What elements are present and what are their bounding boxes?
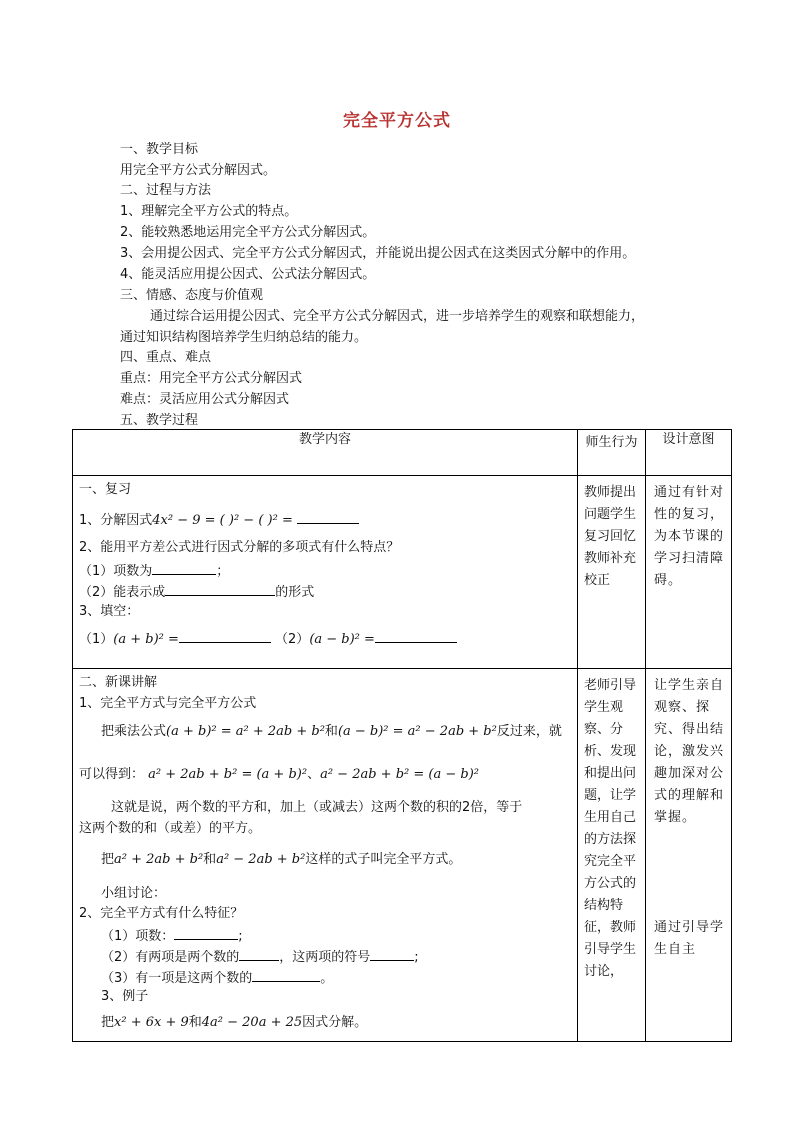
review-teacher-cell: 教师提出问题学生复习回忆教师补充校正 [578, 476, 646, 669]
review-q2-1-label: （1）项数为 [79, 564, 153, 579]
process-item-1: 1、理解完全平方公式的特点。 [120, 204, 298, 219]
lesson-def-and: 和 [203, 852, 217, 867]
answer-blank[interactable] [375, 628, 457, 643]
review-q1-label: 1、分解因式 [79, 513, 153, 528]
lesson-q2-1-end: ; [238, 929, 243, 944]
lesson-f2-text: 可以得到： [79, 767, 145, 782]
process-item-4: 4、能灵活应用提公因式、公式法分解因式。 [120, 267, 376, 282]
table-row-new-lesson [73, 669, 732, 1042]
lesson-f2-sep: 、 [307, 767, 321, 782]
lesson-ex-end: 因式分解。 [302, 1015, 368, 1030]
answer-blank[interactable] [174, 925, 238, 940]
lesson-q2-2-mid: ，这两项的符号 [279, 950, 371, 965]
keypoint-focus: 重点：用完全平方公式分解因式 [120, 371, 303, 386]
lesson-def-text: 把 [101, 852, 115, 867]
answer-blank[interactable] [165, 581, 275, 596]
table-row-review [73, 476, 732, 669]
lesson-q2-3-label: （3）有一项是这两个数的 [101, 971, 253, 986]
review-heading: 一、复习 [79, 482, 132, 497]
review-q2-2-label: （2）能表示成 [79, 585, 166, 600]
review-q2-2 [79, 581, 314, 603]
answer-blank[interactable] [179, 628, 271, 643]
section-heading-process: 二、过程与方法 [120, 183, 212, 198]
lesson-f1-text: 把乘法公式 [101, 724, 167, 739]
review-q3-1-formula: (a + b)² = [113, 632, 179, 647]
review-q3: 3、填空： [79, 604, 140, 619]
lesson-heading: 二、新课讲解 [79, 675, 158, 690]
review-q2-2-end: 的形式 [275, 585, 315, 600]
lesson-definition [101, 850, 461, 870]
review-q1-formula: 4x² − 9 = ( )² − ( )² = [152, 513, 293, 528]
lesson-f2-formula-b: a² − 2ab + b² = (a − b)² [320, 767, 479, 782]
lesson-table [72, 429, 732, 1042]
keypoint-difficulty: 难点：灵活应用公式分解因式 [120, 392, 290, 407]
process-item-2: 2、能较熟悉地运用完全平方公式分解因式。 [120, 225, 376, 240]
lesson-formula-line-2 [79, 765, 479, 785]
lesson-content-cell [73, 669, 578, 1042]
answer-blank[interactable] [297, 509, 359, 524]
review-q2-1 [79, 560, 229, 582]
lesson-design-text: 让学生亲自观察、探究、得出结论，激发兴趣加深对公式的理解和掌握。 [654, 678, 725, 825]
lesson-teacher-cell: 老师引导学生观察、分析、发现和提出问题，让学生用自己的方法探究完全平方公式的结构特征，教师引导学生讨论， [578, 669, 646, 1042]
answer-blank[interactable] [239, 946, 279, 961]
lesson-q2-3 [101, 967, 333, 989]
header-content: 教学内容 [73, 430, 578, 476]
section-heading-keypoints: 四、重点、难点 [120, 350, 212, 365]
lesson-q2-2-label: （2）有两项是两个数的 [101, 950, 240, 965]
review-q3-2-formula: (a − b)² = [309, 632, 375, 647]
answer-blank[interactable] [370, 946, 414, 961]
lesson-def-formula-a: a² + 2ab + b² [114, 852, 204, 867]
lesson-q2-2-end: ; [414, 950, 419, 965]
lesson-def-end: 这样的式子叫完全平方式。 [305, 852, 462, 867]
answer-blank[interactable] [252, 967, 320, 982]
review-q3-1-label: （1） [79, 632, 114, 647]
objective-text: 用完全平方公式分解因式。 [120, 163, 277, 178]
lesson-design-cell [646, 669, 732, 1042]
attitude-text-1: 通过综合运用提公因式、完全平方公式分解因式，进一步培养学生的观察和联想能力， [150, 309, 645, 324]
lesson-q2: 2、完全平方式有什么特征？ [79, 906, 244, 921]
lesson-explain-2: 这两个数的和（或差）的平方。 [79, 821, 262, 836]
review-q2-1-end: ； [216, 564, 230, 579]
section-heading-process-steps: 五、教学过程 [120, 413, 199, 428]
review-q2: 2、能用平方差公式进行因式分解的多项式有什么特点？ [79, 540, 400, 555]
lesson-q2-1 [101, 925, 243, 947]
lesson-q2-2 [101, 946, 419, 968]
lesson-ex-text: 把 [101, 1015, 115, 1030]
review-q1 [79, 509, 359, 531]
lesson-f1-and: 和 [324, 724, 338, 739]
lesson-f1-end: 反过来，就 [496, 724, 562, 739]
lesson-ex-formula-b: 4a² − 20a + 25 [201, 1015, 303, 1030]
lesson-sub-1: 1、完全平方式与完全平方公式 [79, 696, 257, 711]
lesson-design-text-2: 通过引导学生自主 [654, 920, 725, 957]
answer-blank[interactable] [152, 560, 216, 575]
review-content-cell [73, 476, 578, 669]
review-q3-fill [79, 628, 457, 650]
review-q3-2-label: （2） [275, 632, 310, 647]
lesson-explain-1: 这就是说，两个数的平方和，加上（或减去）这两个数的积的2倍，等于 [111, 800, 523, 815]
lesson-example [101, 1013, 367, 1033]
section-heading-attitude: 三、情感、态度与价值观 [120, 288, 264, 303]
lesson-f1-formula-a: (a + b)² = a² + 2ab + b² [166, 724, 325, 739]
header-actions: 师生行为 [578, 430, 646, 476]
lesson-ex-formula-a: x² + 6x + 9 [114, 1015, 189, 1030]
lesson-q2-1-label: （1）项数： [101, 929, 175, 944]
lesson-formula-line-1 [101, 722, 562, 742]
lesson-def-formula-b: a² − 2ab + b² [216, 852, 306, 867]
header-intent: 设计意图 [646, 430, 732, 476]
lesson-q2-3-end: 。 [320, 971, 334, 986]
lesson-ex-and: 和 [188, 1015, 202, 1030]
lesson-f2-formula-a: a² + 2ab + b² = (a + b)² [148, 767, 308, 782]
lesson-group-discussion: 小组讨论： [101, 886, 167, 901]
process-item-3: 3、会用提公因式、完全平方公式分解因式，并能说出提公因式在这类因式分解中的作用。 [120, 246, 636, 261]
lesson-f1-formula-b: (a − b)² = a² − 2ab + b² [337, 724, 497, 739]
page-title: 完全平方公式 [343, 111, 451, 131]
table-header-row [73, 430, 732, 476]
section-heading-objectives: 一、教学目标 [120, 142, 199, 157]
review-design-cell: 通过有针对性的复习，为本节课的学习扫清障碍。 [646, 476, 732, 669]
attitude-text-2: 通过知识结构图培养学生归纳总结的能力。 [120, 330, 368, 345]
lesson-example-heading: 3、例子 [101, 989, 149, 1004]
